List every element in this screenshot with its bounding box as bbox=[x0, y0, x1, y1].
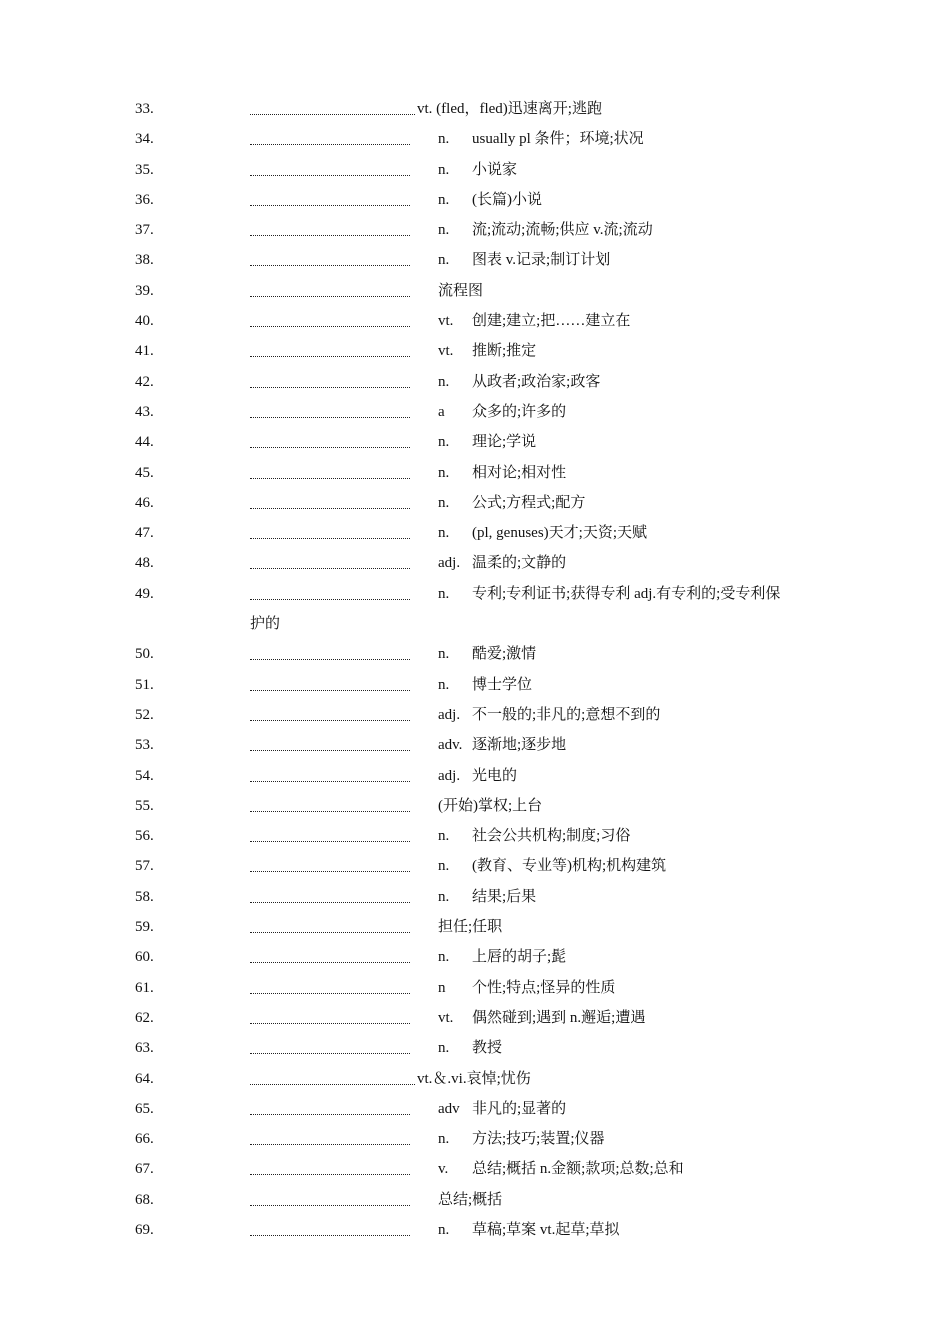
part-of-speech: adj. bbox=[438, 706, 461, 723]
vocabulary-list bbox=[0, 94, 950, 1245]
vocab-row bbox=[0, 700, 950, 730]
vocab-row bbox=[0, 306, 950, 336]
answer-blank[interactable] bbox=[250, 690, 410, 691]
item-number: 52. bbox=[135, 706, 154, 723]
answer-blank[interactable] bbox=[250, 538, 410, 539]
part-of-speech: n. bbox=[438, 1221, 450, 1238]
part-of-speech: n. bbox=[438, 191, 450, 208]
item-number: 69. bbox=[135, 1221, 154, 1238]
definition: 总结;概括 n.金额;款项;总数;总和 bbox=[472, 1161, 684, 1178]
part-of-speech: n. bbox=[438, 949, 450, 966]
item-number: 40. bbox=[135, 313, 154, 330]
definition: 博士学位 bbox=[472, 676, 533, 693]
answer-blank[interactable] bbox=[250, 205, 410, 206]
part-of-speech: vt. bbox=[438, 343, 454, 360]
definition: 上唇的胡子;髭 bbox=[472, 949, 567, 966]
part-of-speech: n. bbox=[438, 131, 450, 148]
item-number: 46. bbox=[135, 494, 154, 511]
definition: (教育、专业等)机构;机构建筑 bbox=[472, 858, 667, 875]
part-of-speech: adv. bbox=[438, 737, 463, 754]
part-of-speech: adj. bbox=[438, 767, 461, 784]
vocab-row bbox=[0, 730, 950, 760]
item-number: 42. bbox=[135, 373, 154, 390]
definition: 担任;任职 bbox=[438, 919, 503, 936]
definition: 结果;后果 bbox=[472, 888, 537, 905]
vocab-row bbox=[0, 124, 950, 154]
vocab-row bbox=[0, 1154, 950, 1184]
answer-blank[interactable] bbox=[250, 1114, 410, 1115]
definition: (开始)掌权;上台 bbox=[438, 797, 543, 814]
definition: 小说家 bbox=[472, 161, 518, 178]
vocab-row bbox=[0, 1124, 950, 1154]
vocab-row bbox=[0, 1185, 950, 1215]
item-number: 33. bbox=[135, 101, 154, 117]
vocab-row bbox=[0, 912, 950, 942]
definition: 专利;专利证书;获得专利 adj.有专利的;受专利保 bbox=[472, 585, 781, 602]
answer-blank[interactable] bbox=[250, 447, 410, 448]
vocab-row bbox=[0, 791, 950, 821]
part-of-speech: n. bbox=[438, 828, 450, 845]
part-of-speech: n. bbox=[438, 585, 450, 602]
item-number: 65. bbox=[135, 1100, 154, 1117]
answer-blank[interactable] bbox=[250, 902, 410, 903]
answer-blank[interactable] bbox=[250, 659, 410, 660]
answer-blank[interactable] bbox=[250, 326, 410, 327]
part-of-speech: n. bbox=[438, 434, 450, 451]
definition: 从政者;政治家;政客 bbox=[472, 373, 601, 390]
definition-continuation-row bbox=[0, 609, 950, 639]
answer-blank[interactable] bbox=[250, 265, 410, 266]
item-number: 37. bbox=[135, 222, 154, 239]
answer-blank[interactable] bbox=[250, 356, 410, 357]
item-number: 59. bbox=[135, 919, 154, 936]
item-number: 51. bbox=[135, 676, 154, 693]
answer-blank[interactable] bbox=[250, 962, 410, 963]
vocab-row bbox=[0, 458, 950, 488]
answer-blank[interactable] bbox=[250, 568, 410, 569]
item-number: 47. bbox=[135, 525, 154, 542]
answer-blank[interactable] bbox=[250, 1053, 410, 1054]
item-number: 48. bbox=[135, 555, 154, 572]
item-number: 58. bbox=[135, 888, 154, 905]
item-number: 56. bbox=[135, 828, 154, 845]
definition: (pl, genuses)天才;天资;天赋 bbox=[472, 525, 647, 542]
answer-blank[interactable] bbox=[250, 811, 410, 812]
definition: 光电的 bbox=[472, 767, 518, 784]
answer-blank[interactable] bbox=[250, 175, 410, 176]
item-number: 54. bbox=[135, 767, 154, 784]
vocab-row bbox=[0, 185, 950, 215]
definition: 偶然碰到;遇到 n.邂逅;遭遇 bbox=[472, 1009, 646, 1026]
definition: 个性;特点;怪异的性质 bbox=[472, 979, 616, 996]
vocab-row bbox=[0, 548, 950, 578]
part-of-speech: a bbox=[438, 403, 445, 420]
answer-blank[interactable] bbox=[250, 296, 410, 297]
item-number: 63. bbox=[135, 1040, 154, 1057]
part-of-speech: n. bbox=[438, 373, 450, 390]
part-of-speech: n. bbox=[438, 525, 450, 542]
definition: 温柔的;文静的 bbox=[472, 555, 567, 572]
part-of-speech: vt. bbox=[438, 313, 454, 330]
definition: 方法;技巧;装置;仪器 bbox=[472, 1131, 605, 1148]
definition: vt. (fled，fled)迅速离开;逃跑 bbox=[417, 101, 602, 117]
definition: 流程图 bbox=[438, 282, 484, 299]
definition: 推断;推定 bbox=[472, 343, 537, 360]
part-of-speech: n bbox=[438, 979, 446, 996]
vocab-row bbox=[0, 427, 950, 457]
vocab-row bbox=[0, 215, 950, 245]
answer-blank[interactable] bbox=[250, 235, 410, 236]
vocab-row bbox=[0, 579, 950, 609]
vocab-row bbox=[0, 851, 950, 881]
part-of-speech: n. bbox=[438, 888, 450, 905]
part-of-speech: n. bbox=[438, 252, 450, 269]
item-number: 41. bbox=[135, 343, 154, 360]
vocab-row bbox=[0, 94, 950, 124]
item-number: 34. bbox=[135, 131, 154, 148]
item-number: 53. bbox=[135, 737, 154, 754]
answer-blank[interactable] bbox=[250, 387, 410, 388]
answer-blank[interactable] bbox=[250, 599, 410, 600]
definition: 公式;方程式;配方 bbox=[472, 494, 586, 511]
vocab-row bbox=[0, 518, 950, 548]
part-of-speech: n. bbox=[438, 222, 450, 239]
answer-blank[interactable] bbox=[250, 1023, 410, 1024]
part-of-speech: n. bbox=[438, 161, 450, 178]
definition: 总结;概括 bbox=[438, 1191, 503, 1208]
answer-blank[interactable] bbox=[250, 720, 410, 721]
definition: 众多的;许多的 bbox=[472, 403, 567, 420]
vocab-row bbox=[0, 821, 950, 851]
item-number: 68. bbox=[135, 1191, 154, 1208]
definition-continuation: 护的 bbox=[250, 616, 281, 633]
item-number: 36. bbox=[135, 191, 154, 208]
definition: 逐渐地;逐步地 bbox=[472, 737, 567, 754]
definition: 草稿;草案 vt.起草;草拟 bbox=[472, 1221, 620, 1238]
item-number: 43. bbox=[135, 403, 154, 420]
vocab-row bbox=[0, 488, 950, 518]
answer-blank[interactable] bbox=[250, 1144, 410, 1145]
answer-blank[interactable] bbox=[250, 114, 415, 115]
vocab-row bbox=[0, 1033, 950, 1063]
definition: 理论;学说 bbox=[472, 434, 537, 451]
answer-blank[interactable] bbox=[250, 932, 410, 933]
definition: 酷爱;激情 bbox=[472, 646, 537, 663]
part-of-speech: n. bbox=[438, 646, 450, 663]
item-number: 66. bbox=[135, 1131, 154, 1148]
item-number: 57. bbox=[135, 858, 154, 875]
vocab-row bbox=[0, 942, 950, 972]
item-number: 61. bbox=[135, 979, 154, 996]
definition: 相对论;相对性 bbox=[472, 464, 567, 481]
item-number: 38. bbox=[135, 252, 154, 269]
answer-blank[interactable] bbox=[250, 508, 410, 509]
answer-blank[interactable] bbox=[250, 750, 410, 751]
part-of-speech: n. bbox=[438, 1131, 450, 1148]
definition: 创建;建立;把……建立在 bbox=[472, 313, 631, 330]
part-of-speech: v. bbox=[438, 1161, 449, 1178]
part-of-speech: n. bbox=[438, 494, 450, 511]
vocab-row bbox=[0, 397, 950, 427]
answer-blank[interactable] bbox=[250, 841, 410, 842]
answer-blank[interactable] bbox=[250, 417, 410, 418]
vocab-row bbox=[0, 336, 950, 366]
answer-blank[interactable] bbox=[250, 1084, 415, 1085]
item-number: 55. bbox=[135, 797, 154, 814]
item-number: 67. bbox=[135, 1161, 154, 1178]
definition: 不一般的;非凡的;意想不到的 bbox=[472, 706, 661, 723]
answer-blank[interactable] bbox=[250, 478, 410, 479]
part-of-speech: n. bbox=[438, 858, 450, 875]
vocab-row bbox=[0, 882, 950, 912]
part-of-speech: n. bbox=[438, 676, 450, 693]
definition: vt.＆.vi.哀悼;忧伤 bbox=[417, 1070, 531, 1087]
vocab-row bbox=[0, 367, 950, 397]
definition: 社会公共机构;制度;习俗 bbox=[472, 828, 631, 845]
vocab-row bbox=[0, 670, 950, 700]
definition: usually pl 条件；环境;状况 bbox=[472, 131, 644, 148]
definition: 流;流动;流畅;供应 v.流;流动 bbox=[472, 222, 653, 239]
vocab-row bbox=[0, 276, 950, 306]
definition: 图表 v.记录;制订计划 bbox=[472, 252, 611, 269]
definition: (长篇)小说 bbox=[472, 191, 542, 208]
part-of-speech: n. bbox=[438, 464, 450, 481]
answer-blank[interactable] bbox=[250, 871, 410, 872]
part-of-speech: adj. bbox=[438, 555, 461, 572]
item-number: 50. bbox=[135, 646, 154, 663]
definition: 非凡的;显著的 bbox=[472, 1100, 567, 1117]
item-number: 49. bbox=[135, 585, 154, 602]
vocab-row bbox=[0, 973, 950, 1003]
answer-blank[interactable] bbox=[250, 993, 410, 994]
answer-blank[interactable] bbox=[250, 144, 410, 145]
part-of-speech: vt. bbox=[438, 1009, 454, 1026]
item-number: 64. bbox=[135, 1070, 154, 1087]
vocab-row bbox=[0, 1094, 950, 1124]
item-number: 39. bbox=[135, 282, 154, 299]
vocab-row bbox=[0, 1064, 950, 1094]
answer-blank[interactable] bbox=[250, 781, 410, 782]
vocab-row bbox=[0, 1003, 950, 1033]
item-number: 45. bbox=[135, 464, 154, 481]
answer-blank[interactable] bbox=[250, 1174, 410, 1175]
part-of-speech: n. bbox=[438, 1040, 450, 1057]
item-number: 60. bbox=[135, 949, 154, 966]
vocab-row bbox=[0, 245, 950, 275]
part-of-speech: adv bbox=[438, 1100, 460, 1117]
item-number: 35. bbox=[135, 161, 154, 178]
answer-blank[interactable] bbox=[250, 1205, 410, 1206]
item-number: 62. bbox=[135, 1009, 154, 1026]
vocab-row bbox=[0, 639, 950, 669]
definition: 教授 bbox=[472, 1040, 503, 1057]
vocab-row bbox=[0, 761, 950, 791]
answer-blank[interactable] bbox=[250, 1235, 410, 1236]
vocab-row bbox=[0, 155, 950, 185]
vocab-row bbox=[0, 1215, 950, 1245]
item-number: 44. bbox=[135, 434, 154, 451]
